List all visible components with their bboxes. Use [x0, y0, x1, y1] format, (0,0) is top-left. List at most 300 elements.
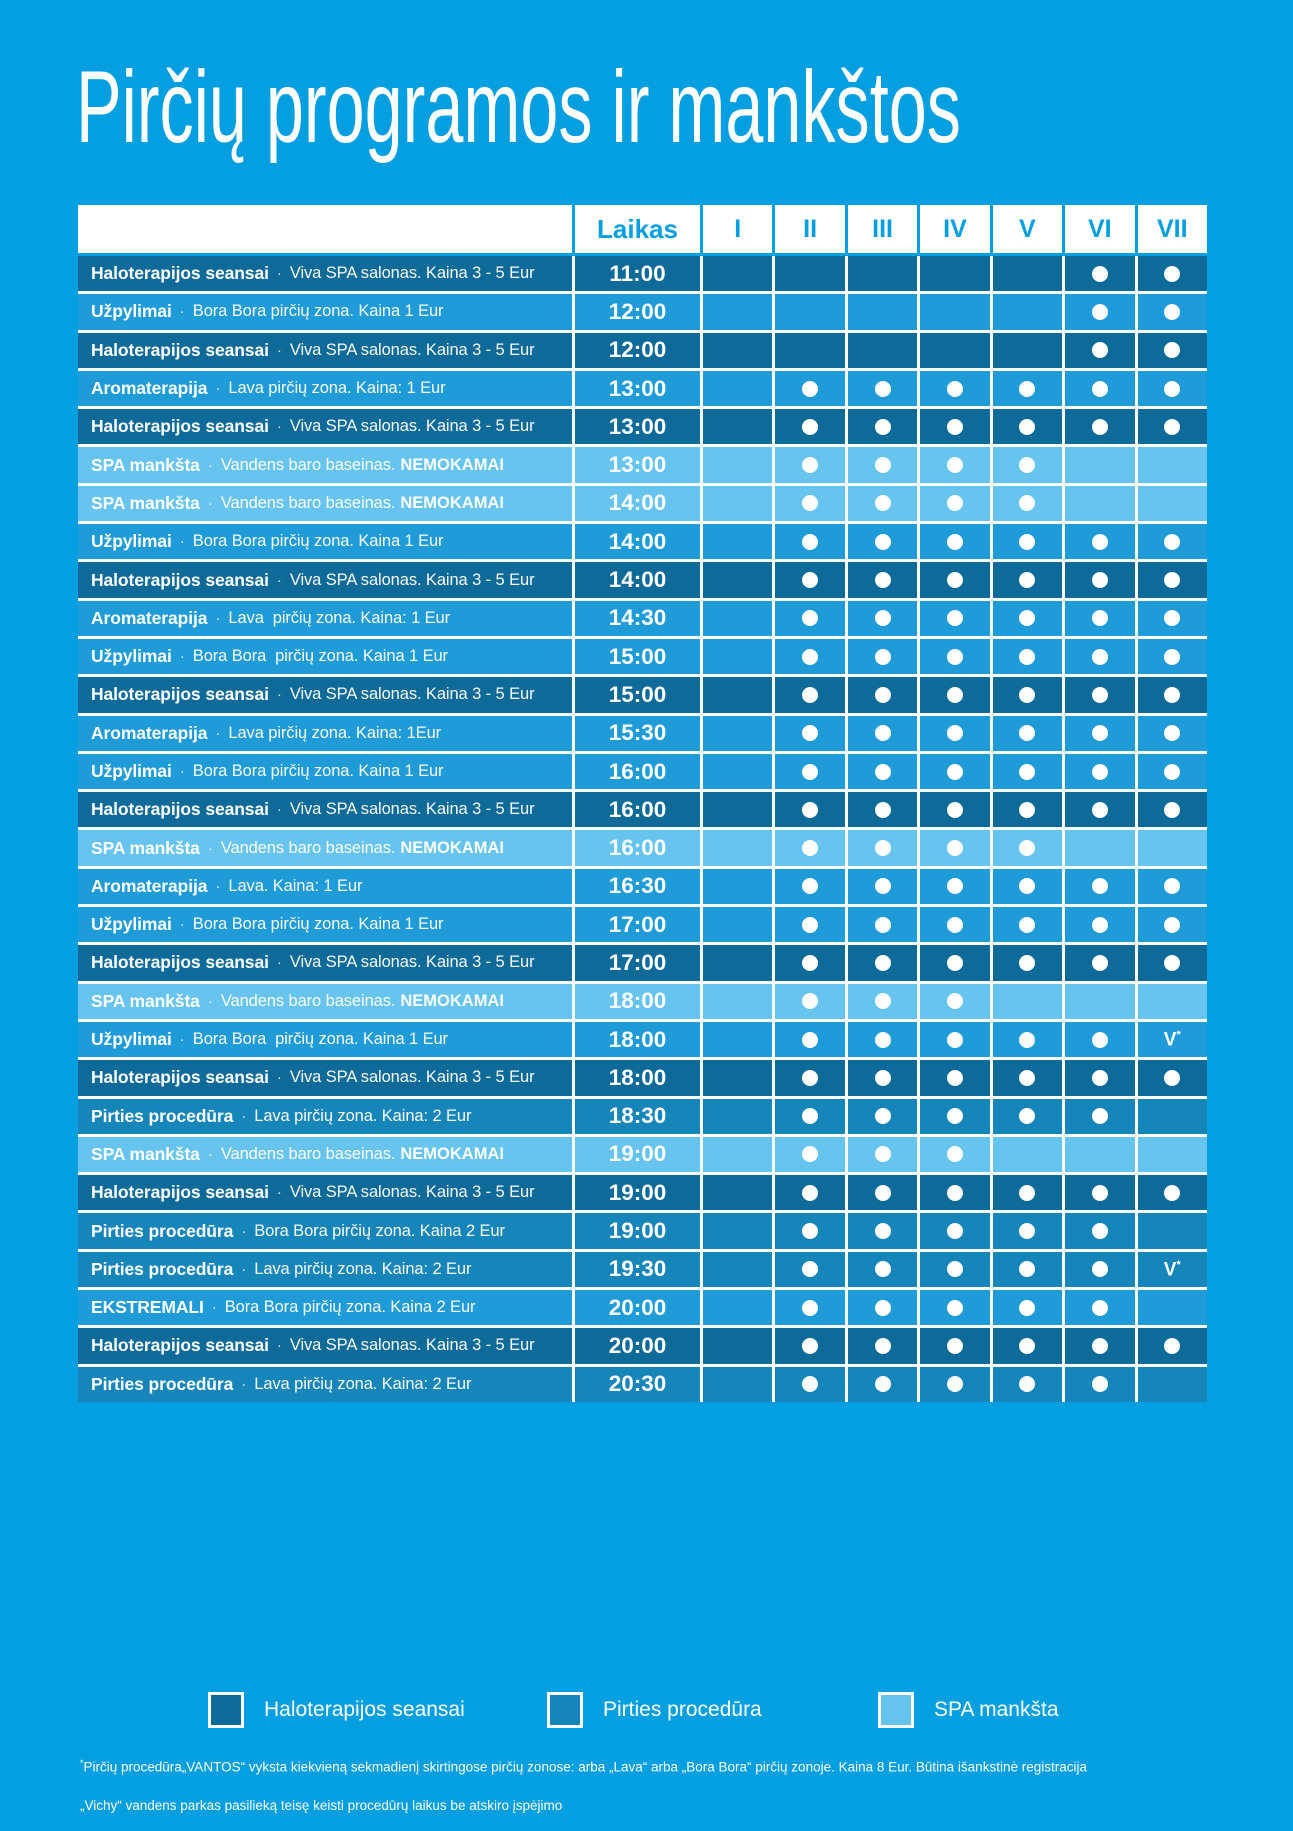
day-cell-VII [1138, 677, 1207, 712]
time-cell: 19:30 [575, 1252, 700, 1287]
session-dot [1092, 266, 1108, 282]
day-cell-VI [1065, 371, 1134, 406]
activity-cell [78, 754, 572, 789]
day-cell-VI [1065, 256, 1134, 291]
day-cell-VII [1138, 333, 1207, 368]
day-cell-VII [1138, 1213, 1207, 1248]
session-dot [1092, 610, 1108, 626]
day-cell-I [703, 333, 772, 368]
session-dot [802, 572, 818, 588]
activity-cell [78, 716, 572, 751]
schedule-row [78, 447, 1207, 482]
bullet-separator: · [179, 916, 185, 934]
session-dot [1092, 1108, 1108, 1124]
session-dot [1092, 572, 1108, 588]
day-cell-IV [920, 716, 989, 751]
session-dot [1164, 572, 1180, 588]
day-cell-VI [1065, 486, 1134, 521]
activity-cell [78, 409, 572, 444]
day-cell-VII [1138, 371, 1207, 406]
session-dot [1164, 1070, 1180, 1086]
day-cell-III [848, 294, 917, 329]
bullet-separator: · [207, 839, 213, 857]
day-cell-VII [1138, 792, 1207, 827]
time-cell: 19:00 [575, 1137, 700, 1172]
activity-cell [78, 907, 572, 942]
session-dot [802, 955, 818, 971]
day-cell-IV [920, 984, 989, 1019]
session-dot [802, 878, 818, 894]
day-cell-III [848, 601, 917, 636]
day-cell-IV [920, 677, 989, 712]
bullet-separator: · [276, 1069, 282, 1087]
day-cell-IV [920, 792, 989, 827]
session-dot [1164, 1338, 1180, 1354]
activity-name: SPA mankšta [91, 990, 200, 1011]
session-dot [947, 495, 963, 511]
day-cell-VI [1065, 447, 1134, 482]
activity-description: Bora Bora pirčių zona. Kaina 2 Eur [224, 1298, 476, 1317]
session-dot [947, 381, 963, 397]
day-cell-I [703, 1060, 772, 1095]
session-dot [1164, 687, 1180, 703]
legend-swatch-spa [878, 1692, 914, 1728]
session-dot [875, 457, 891, 473]
activity-description: Viva SPA salonas. Kaina 3 - 5 Eur [289, 264, 535, 283]
time-cell: 19:00 [575, 1213, 700, 1248]
day-cell-VI [1065, 869, 1134, 904]
day-cell-V [993, 716, 1062, 751]
activity-description: Lava pirčių zona. Kaina: 2 Eur [254, 1106, 472, 1125]
bullet-separator: · [241, 1222, 247, 1240]
day-cell-V [993, 984, 1062, 1019]
day-cell-I [703, 294, 772, 329]
activity-name: SPA mankšta [91, 837, 200, 858]
day-cell-VI [1065, 524, 1134, 559]
legend-label: Haloterapijos seansai [264, 1698, 465, 1721]
time-cell: 14:00 [575, 524, 700, 559]
session-dot [1092, 1376, 1108, 1392]
activity-description: Viva SPA salonas. Kaina 3 - 5 Eur [289, 1336, 535, 1355]
activity-cell [78, 1252, 572, 1287]
session-dot [947, 1032, 963, 1048]
time-cell: 12:00 [575, 294, 700, 329]
day-cell-VI [1065, 830, 1134, 865]
day-cell-III [848, 371, 917, 406]
day-cell-VI [1065, 1213, 1134, 1248]
day-cell-VI [1065, 907, 1134, 942]
session-dot [802, 993, 818, 1009]
day-cell-III [848, 1290, 917, 1325]
session-dot [1092, 534, 1108, 550]
day-cell-VI [1065, 677, 1134, 712]
time-cell: 18:00 [575, 1022, 700, 1057]
schedule-table [78, 205, 1207, 1402]
activity-cell [78, 1060, 572, 1095]
day-cell-VI [1065, 1137, 1134, 1172]
session-dot [1092, 649, 1108, 665]
session-dot [1164, 419, 1180, 435]
day-cell-V [993, 1328, 1062, 1363]
session-dot [875, 419, 891, 435]
day-cell-IV [920, 486, 989, 521]
time-cell: 15:30 [575, 716, 700, 751]
activity-cell [78, 1367, 572, 1402]
vantos-marker: V* [1163, 1258, 1181, 1281]
bullet-separator: · [276, 341, 282, 359]
day-cell-VI [1065, 1252, 1134, 1287]
session-dot [1092, 304, 1108, 320]
day-cell-VII [1138, 1328, 1207, 1363]
session-dot [947, 649, 963, 665]
day-cell-III [848, 333, 917, 368]
day-cell-II [775, 1290, 844, 1325]
bullet-separator: · [241, 1260, 247, 1278]
activity-cell [78, 486, 572, 521]
day-cell-II [775, 486, 844, 521]
session-dot [802, 687, 818, 703]
day-cell-IV [920, 409, 989, 444]
page-title: Pirčių programos ir mankštos [76, 50, 961, 164]
day-cell-VI [1065, 984, 1134, 1019]
session-dot [947, 725, 963, 741]
day-cell-IV [920, 1175, 989, 1210]
activity-name: Užpylimai [91, 531, 172, 552]
bullet-separator: · [207, 1145, 213, 1163]
session-dot [947, 534, 963, 550]
activity-name: Haloterapijos seansai [91, 263, 269, 284]
day-cell-IV [920, 639, 989, 674]
session-dot [1019, 1338, 1035, 1354]
schedule-row [78, 1099, 1207, 1134]
schedule-row [78, 409, 1207, 444]
session-dot [1092, 917, 1108, 933]
session-dot [802, 840, 818, 856]
day-cell-VII [1138, 945, 1207, 980]
activity-description: Viva SPA salonas. Kaina 3 - 5 Eur [289, 417, 535, 436]
day-cell-III [848, 907, 917, 942]
session-dot [1164, 764, 1180, 780]
activity-name: SPA mankšta [91, 492, 200, 513]
activity-name: Aromaterapija [91, 378, 208, 399]
schedule-row [78, 1137, 1207, 1172]
activity-cell [78, 792, 572, 827]
day-cell-I [703, 1022, 772, 1057]
day-cell-VI [1065, 601, 1134, 636]
day-cell-I [703, 677, 772, 712]
session-dot [947, 572, 963, 588]
session-dot [875, 1223, 891, 1239]
day-cell-IV [920, 869, 989, 904]
activity-cell [78, 601, 572, 636]
time-cell: 15:00 [575, 677, 700, 712]
header-cell-laikas: Laikas [575, 205, 700, 253]
session-dot [802, 1376, 818, 1392]
day-cell-VII [1138, 486, 1207, 521]
session-dot [1164, 725, 1180, 741]
session-dot [875, 1032, 891, 1048]
day-cell-IV [920, 1099, 989, 1134]
bullet-separator: · [179, 303, 185, 321]
session-dot [802, 495, 818, 511]
schedule-row [78, 869, 1207, 904]
day-cell-VII [1138, 869, 1207, 904]
session-dot [875, 802, 891, 818]
time-cell: 14:30 [575, 601, 700, 636]
session-dot [1019, 1261, 1035, 1277]
session-dot [947, 457, 963, 473]
day-cell-III [848, 1099, 917, 1134]
day-cell-II [775, 1022, 844, 1057]
schedule-row [78, 1252, 1207, 1287]
day-cell-IV [920, 447, 989, 482]
day-cell-II [775, 716, 844, 751]
session-dot [875, 381, 891, 397]
day-cell-IV [920, 256, 989, 291]
activity-description: Viva SPA salonas. Kaina 3 - 5 Eur [289, 1068, 535, 1087]
day-cell-VII [1138, 1367, 1207, 1402]
day-cell-IV [920, 371, 989, 406]
activity-cell [78, 1022, 572, 1057]
day-cell-II [775, 1175, 844, 1210]
bullet-separator: · [179, 1031, 185, 1049]
session-dot [1019, 955, 1035, 971]
schedule-row [78, 1328, 1207, 1363]
day-cell-V [993, 1290, 1062, 1325]
schedule-row [78, 294, 1207, 329]
session-dot [1019, 878, 1035, 894]
day-cell-VI [1065, 754, 1134, 789]
day-cell-III [848, 486, 917, 521]
session-dot [1019, 610, 1035, 626]
session-dot [1019, 764, 1035, 780]
session-dot [802, 1185, 818, 1201]
day-cell-IV [920, 1328, 989, 1363]
time-cell: 14:00 [575, 486, 700, 521]
session-dot [947, 610, 963, 626]
activity-description: Bora Bora pirčių zona. Kaina 1 Eur [192, 762, 444, 780]
day-cell-III [848, 1137, 917, 1172]
day-cell-III [848, 792, 917, 827]
schedule-row [78, 562, 1207, 597]
activity-description: Vandens baro baseinas. [220, 838, 396, 857]
time-cell: 18:30 [575, 1099, 700, 1134]
day-cell-VII [1138, 1060, 1207, 1095]
session-dot [875, 725, 891, 741]
bullet-separator: · [276, 686, 282, 704]
day-cell-V [993, 830, 1062, 865]
schedule-row [78, 256, 1207, 291]
day-cell-V [993, 256, 1062, 291]
day-cell-I [703, 524, 772, 559]
activity-name: Haloterapijos seansai [91, 339, 269, 360]
session-dot [1164, 534, 1180, 550]
day-cell-IV [920, 562, 989, 597]
session-dot [1092, 955, 1108, 971]
day-cell-VII [1138, 447, 1207, 482]
day-cell-VI [1065, 1290, 1134, 1325]
session-dot [875, 764, 891, 780]
day-cell-IV [920, 294, 989, 329]
day-cell-II [775, 409, 844, 444]
day-cell-II [775, 562, 844, 597]
day-cell-V [993, 639, 1062, 674]
day-cell-V [993, 1099, 1062, 1134]
day-cell-III [848, 409, 917, 444]
bullet-separator: · [241, 1107, 247, 1125]
bullet-separator: · [276, 954, 282, 972]
session-dot [802, 534, 818, 550]
bullet-separator: · [276, 418, 282, 436]
day-cell-IV [920, 524, 989, 559]
bullet-separator: · [179, 648, 185, 666]
header-cell-day-I: I [703, 205, 772, 253]
session-dot [802, 610, 818, 626]
legend-swatch-halo [208, 1692, 244, 1728]
time-cell: 16:30 [575, 869, 700, 904]
time-cell: 20:30 [575, 1367, 700, 1402]
legend-item-halo [208, 1692, 465, 1728]
day-cell-I [703, 1252, 772, 1287]
day-cell-I [703, 256, 772, 291]
session-dot [1019, 1108, 1035, 1124]
day-cell-III [848, 1367, 917, 1402]
day-cell-III [848, 524, 917, 559]
activity-description: Bora Bora pirčių zona. Kaina 1 Eur [192, 532, 444, 551]
session-dot [1164, 649, 1180, 665]
day-cell-III [848, 984, 917, 1019]
activity-cell [78, 1213, 572, 1248]
day-cell-VII [1138, 601, 1207, 636]
day-cell-VII [1138, 907, 1207, 942]
day-cell-III [848, 562, 917, 597]
footnote [80, 1744, 1220, 1825]
day-cell-III [848, 1022, 917, 1057]
session-dot [947, 1261, 963, 1277]
session-dot [1164, 304, 1180, 320]
day-cell-VI [1065, 1328, 1134, 1363]
session-dot [1019, 1032, 1035, 1048]
bullet-separator: · [215, 609, 221, 627]
day-cell-I [703, 1367, 772, 1402]
day-cell-III [848, 1175, 917, 1210]
day-cell-II [775, 792, 844, 827]
session-dot [1019, 802, 1035, 818]
day-cell-I [703, 830, 772, 865]
activity-cell [78, 1099, 572, 1134]
activity-description: Lava pirčių zona. Kaina: 2 Eur [254, 1259, 472, 1278]
schedule-row [78, 639, 1207, 674]
day-cell-VI [1065, 562, 1134, 597]
session-dot [947, 764, 963, 780]
session-dot [1092, 1338, 1108, 1354]
activity-cell [78, 447, 572, 482]
day-cell-I [703, 562, 772, 597]
activity-description: Viva SPA salonas. Kaina 3 - 5 Eur [289, 570, 535, 589]
day-cell-IV [920, 1213, 989, 1248]
session-dot [802, 1261, 818, 1277]
activity-description: Viva SPA salonas. Kaina 3 - 5 Eur [289, 685, 535, 704]
activity-name: Aromaterapija [91, 875, 208, 896]
day-cell-II [775, 1137, 844, 1172]
legend [0, 1692, 1293, 1736]
session-dot [1164, 266, 1180, 282]
schedule-row [78, 1022, 1207, 1057]
day-cell-VI [1065, 1022, 1134, 1057]
bullet-separator: · [207, 992, 213, 1010]
schedule-row [78, 984, 1207, 1019]
day-cell-III [848, 945, 917, 980]
bullet-separator: · [211, 1299, 217, 1317]
legend-label: Pirties procedūra [603, 1698, 762, 1721]
day-cell-VII [1138, 830, 1207, 865]
day-cell-III [848, 1060, 917, 1095]
day-cell-III [848, 1252, 917, 1287]
time-cell: 17:00 [575, 907, 700, 942]
activity-name: Haloterapijos seansai [91, 1335, 269, 1356]
activity-name: Aromaterapija [91, 607, 208, 628]
session-dot [1092, 1223, 1108, 1239]
day-cell-I [703, 409, 772, 444]
time-cell: 13:00 [575, 371, 700, 406]
schedule-row [78, 1367, 1207, 1402]
session-dot [947, 1338, 963, 1354]
session-dot [875, 840, 891, 856]
session-dot [947, 1185, 963, 1201]
day-cell-VI [1065, 1175, 1134, 1210]
schedule-row [78, 792, 1207, 827]
session-dot [947, 917, 963, 933]
day-cell-VII [1138, 1137, 1207, 1172]
legend-label: SPA mankšta [934, 1698, 1059, 1721]
day-cell-I [703, 601, 772, 636]
session-dot [875, 993, 891, 1009]
session-dot [1019, 687, 1035, 703]
bullet-separator: · [276, 801, 282, 819]
day-cell-II [775, 294, 844, 329]
bullet-separator: · [215, 724, 221, 742]
day-cell-VII [1138, 409, 1207, 444]
session-dot [875, 687, 891, 703]
activity-name: Pirties procedūra [91, 1258, 234, 1279]
day-cell-I [703, 792, 772, 827]
schedule-row [78, 524, 1207, 559]
day-cell-V [993, 945, 1062, 980]
session-dot [1092, 1032, 1108, 1048]
activity-description: Vandens baro baseinas. [220, 991, 396, 1010]
session-dot [1092, 1185, 1108, 1201]
day-cell-II [775, 1328, 844, 1363]
session-dot [1092, 1070, 1108, 1086]
day-cell-II [775, 830, 844, 865]
time-cell: 13:00 [575, 447, 700, 482]
day-cell-II [775, 371, 844, 406]
day-cell-II [775, 1213, 844, 1248]
vantos-marker: V* [1163, 1028, 1181, 1051]
session-dot [947, 419, 963, 435]
day-cell-VII [1138, 1099, 1207, 1134]
day-cell-V [993, 333, 1062, 368]
day-cell-V [993, 1252, 1062, 1287]
day-cell-II [775, 945, 844, 980]
session-dot [875, 955, 891, 971]
day-cell-V [993, 869, 1062, 904]
activity-description-bold: NEMOKAMAI [400, 1144, 504, 1163]
day-cell-I [703, 1328, 772, 1363]
activity-description: Bora Bora pirčių zona. Kaina 1 Eur [192, 915, 444, 934]
session-dot [875, 1070, 891, 1086]
legend-swatch-pirties [547, 1692, 583, 1728]
